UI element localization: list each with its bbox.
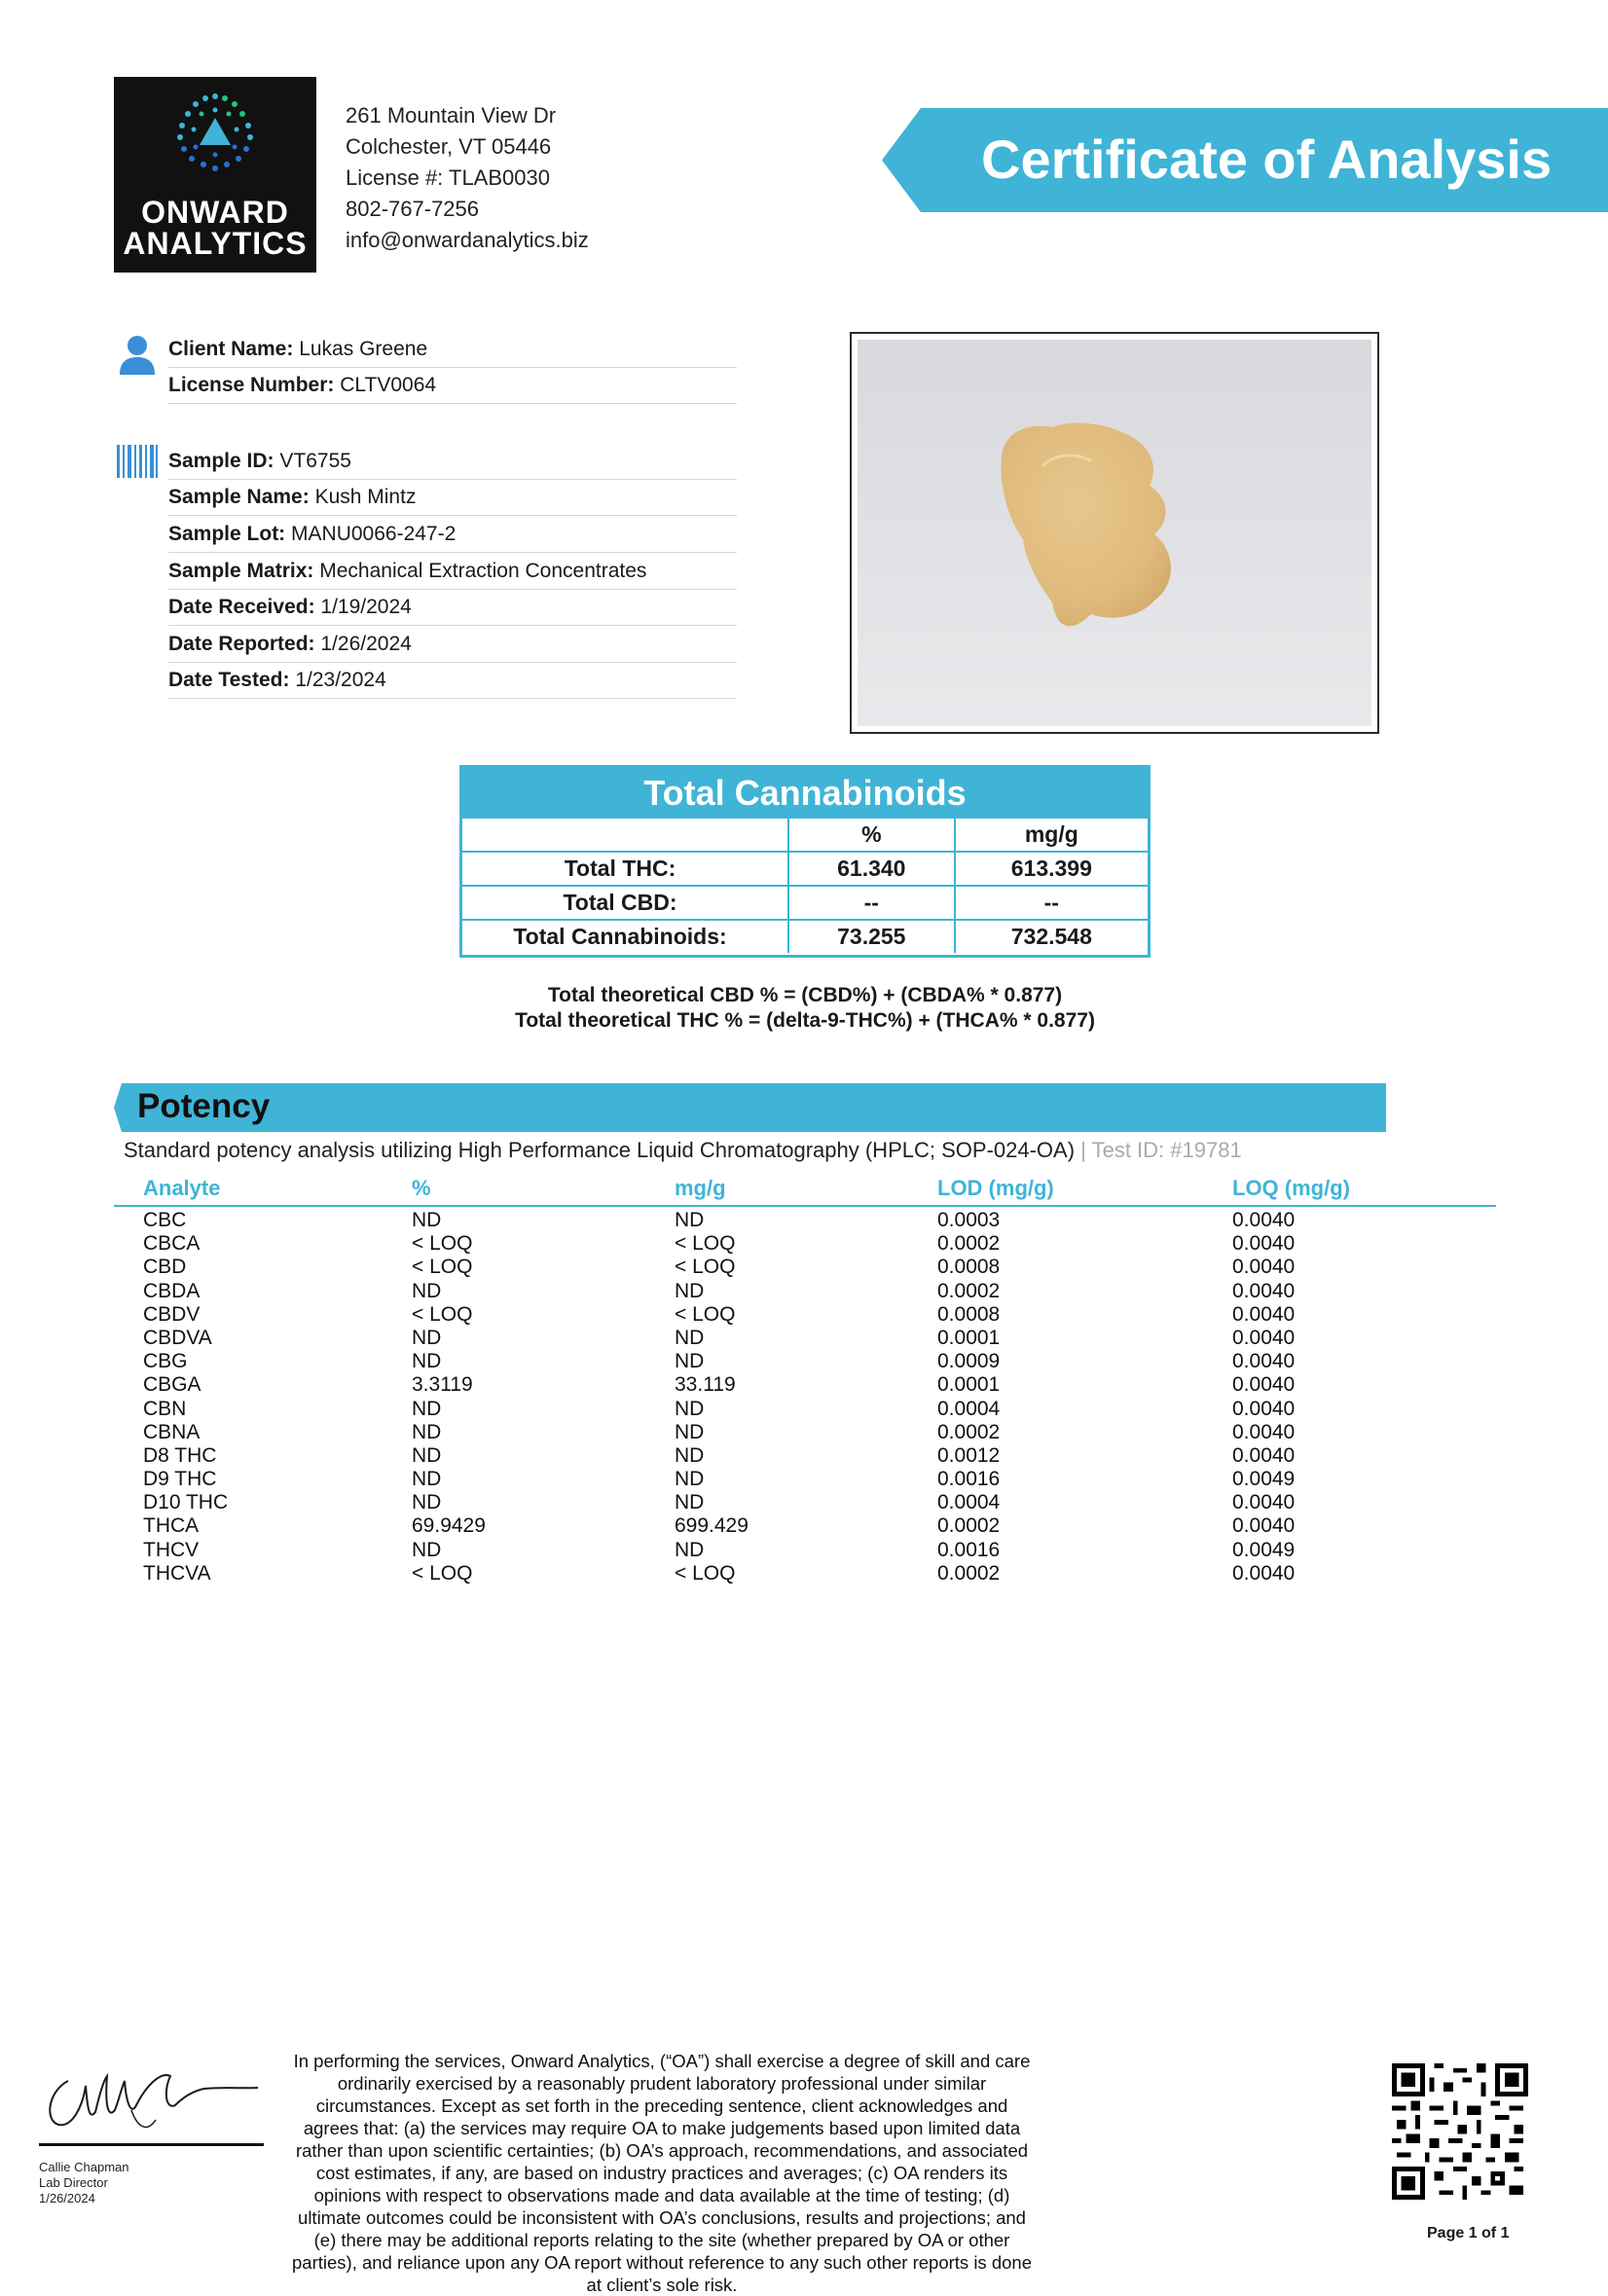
mgg-cell: ND — [675, 1209, 705, 1231]
tc-row-pct: -- — [788, 886, 955, 920]
analyte-cell: CBDA — [143, 1279, 201, 1302]
date-tested-row — [168, 662, 737, 699]
document-title: Certificate of Analysis — [981, 128, 1553, 190]
potency-title: Potency — [137, 1087, 271, 1125]
client-name-value: Lukas Greene — [299, 338, 428, 360]
analyte-cell: CBD — [143, 1256, 187, 1279]
pct-cell: ND — [412, 1350, 442, 1373]
table-row — [114, 1421, 1496, 1444]
lod-cell: 0.0016 — [937, 1538, 1001, 1561]
signer-title: Lab Director — [39, 2175, 108, 2190]
lod-cell: 0.0001 — [937, 1326, 1001, 1349]
mgg-cell: ND — [675, 1279, 705, 1302]
signature-line — [39, 2143, 264, 2146]
analyte-cell: D8 THC — [143, 1443, 217, 1467]
potency-banner — [114, 1083, 1386, 1132]
mgg-cell: < LOQ — [675, 1561, 736, 1585]
lab-phone: 802-767-7256 — [346, 197, 480, 221]
lab-license: License #: TLAB0030 — [346, 165, 550, 190]
table-row — [114, 1280, 1496, 1303]
analyte-cell: CBN — [143, 1397, 187, 1420]
table-row — [114, 1256, 1496, 1279]
loq-cell: 0.0040 — [1232, 1209, 1296, 1231]
client-license-row — [168, 367, 737, 404]
tc-row-label: Total CBD: — [462, 886, 788, 920]
mgg-cell: ND — [675, 1420, 705, 1443]
table-row — [114, 1539, 1496, 1562]
loq-cell: 0.0040 — [1232, 1326, 1296, 1349]
analyte-cell: D9 THC — [143, 1468, 217, 1491]
date-reported-label: Date Reported: — [168, 633, 315, 655]
signer-block — [39, 2160, 129, 2206]
signer-name: Callie Chapman — [39, 2160, 129, 2174]
mgg-cell: ND — [675, 1491, 705, 1514]
tc-row-thc — [462, 852, 1148, 886]
logo-line1: ONWARD — [141, 195, 289, 230]
mgg-cell: < LOQ — [675, 1232, 736, 1256]
potency-test-id: | Test ID: #19781 — [1080, 1138, 1242, 1162]
table-row — [114, 1350, 1496, 1373]
sample-name-row — [168, 479, 737, 516]
total-cannabinoids-panel — [459, 765, 1151, 958]
loq-cell: 0.0040 — [1232, 1256, 1296, 1279]
table-row — [114, 1468, 1496, 1491]
pct-cell: ND — [412, 1443, 442, 1467]
lod-cell: 0.0016 — [937, 1468, 1001, 1491]
loq-cell: 0.0040 — [1232, 1397, 1296, 1420]
legal-disclaimer: In performing the services, Onward Analytics, (“OA”) shall exercise a degree of skill and care ordinarily exercised by a reasonably prudent laboratory professional under similar circumstances. Except as set forth in the preceding sentence, client acknowledges and agrees that: (a) the services may require OA to make judgements based upon limited data rather than upon scientific certainties; (b) OA’s approach, recommendations, and associated cost estimates, if any, are based on industry practices and averages; (c) OA renders its opinions with respect to observations made and data available at the time of testing; (d) ultimate outcomes could be inconsistent with OA’s conclusions, results and projections; and (e) there may be additional reports relating to the site (whether prepared by OA or other parties), and reliance upon any OA report without reference to any such other reports is done at client’s sole risk. — [292, 2051, 1032, 2295]
lod-cell: 0.0001 — [937, 1373, 1001, 1397]
pct-cell: < LOQ — [412, 1256, 473, 1279]
analyte-cell: CBDV — [143, 1302, 201, 1326]
lod-cell: 0.0012 — [937, 1443, 1001, 1467]
header-mgg: mg/g — [675, 1176, 726, 1200]
sample-lot-label: Sample Lot: — [168, 523, 286, 545]
date-reported-row — [168, 626, 737, 663]
lod-cell: 0.0002 — [937, 1561, 1001, 1585]
sample-id-label: Sample ID: — [168, 450, 274, 472]
mgg-cell: ND — [675, 1326, 705, 1349]
date-tested-value: 1/23/2024 — [295, 669, 386, 691]
pct-cell: ND — [412, 1420, 442, 1443]
logo-line2: ANALYTICS — [123, 226, 308, 261]
certificate-banner — [882, 108, 1608, 212]
sample-photo — [850, 332, 1379, 734]
analyte-cell: THCV — [143, 1538, 200, 1561]
tc-row-pct: 61.340 — [788, 852, 955, 886]
pct-cell: < LOQ — [412, 1232, 473, 1256]
tc-row-pct: 73.255 — [788, 920, 955, 953]
pct-cell: ND — [412, 1326, 442, 1349]
barcode-icon — [117, 445, 158, 478]
sample-matrix-row — [168, 553, 737, 590]
analyte-cell: THCVA — [143, 1561, 211, 1585]
lod-cell: 0.0008 — [937, 1256, 1001, 1279]
sample-name-value: Kush Mintz — [314, 486, 417, 508]
tc-row-label: Total Cannabinoids: — [462, 920, 788, 953]
lod-cell: 0.0002 — [937, 1420, 1001, 1443]
pct-cell: 69.9429 — [412, 1514, 486, 1538]
mgg-cell: 699.429 — [675, 1514, 749, 1538]
pct-cell: ND — [412, 1491, 442, 1514]
lab-address-line1: 261 Mountain View Dr — [346, 103, 557, 128]
date-received-value: 1/19/2024 — [320, 596, 412, 618]
lab-email: info@onwardanalytics.biz — [346, 228, 589, 252]
tc-header-row — [462, 819, 1148, 852]
lod-cell: 0.0002 — [937, 1514, 1001, 1538]
lab-contact-block — [346, 100, 589, 256]
loq-cell: 0.0040 — [1232, 1373, 1296, 1397]
loq-cell: 0.0040 — [1232, 1443, 1296, 1467]
table-row — [114, 1562, 1496, 1585]
mgg-cell: ND — [675, 1468, 705, 1491]
tc-row-total — [462, 920, 1148, 953]
client-license-label: License Number: — [168, 374, 335, 396]
tc-row-label: Total THC: — [462, 852, 788, 886]
mgg-cell: ND — [675, 1350, 705, 1373]
formula-thc: Total theoretical THC % = (delta-9-THC%) + (THCA% * 0.877) — [515, 1009, 1095, 1032]
pct-cell: ND — [412, 1209, 442, 1231]
table-row — [114, 1491, 1496, 1514]
header-lod: LOD (mg/g) — [937, 1176, 1054, 1200]
table-row — [114, 1327, 1496, 1350]
potency-table-body — [114, 1209, 1496, 1585]
analyte-cell: CBCA — [143, 1232, 201, 1256]
mgg-cell: < LOQ — [675, 1302, 736, 1326]
loq-cell: 0.0040 — [1232, 1561, 1296, 1585]
tc-header-pct: % — [788, 819, 955, 852]
sample-matrix-value: Mechanical Extraction Concentrates — [319, 560, 647, 582]
total-cannabinoids-table — [462, 819, 1148, 953]
tc-header-mgg: mg/g — [955, 819, 1148, 852]
sample-lot-row — [168, 516, 737, 553]
potency-description — [124, 1138, 1242, 1163]
sample-id-value: VT6755 — [279, 450, 351, 472]
pct-cell: ND — [412, 1538, 442, 1561]
loq-cell: 0.0040 — [1232, 1302, 1296, 1326]
loq-cell: 0.0040 — [1232, 1279, 1296, 1302]
qr-code-icon[interactable] — [1392, 2063, 1528, 2200]
mgg-cell: 33.119 — [675, 1373, 736, 1397]
client-license-value: CLTV0064 — [340, 374, 437, 396]
loq-cell: 0.0040 — [1232, 1420, 1296, 1443]
table-row — [114, 1514, 1496, 1538]
logo-burst-icon — [163, 91, 268, 188]
table-row — [114, 1232, 1496, 1256]
analyte-cell: THCA — [143, 1514, 200, 1538]
analyte-cell: D10 THC — [143, 1491, 229, 1514]
table-row — [114, 1303, 1496, 1327]
client-name-label: Client Name: — [168, 338, 294, 360]
sample-name-label: Sample Name: — [168, 486, 310, 508]
lod-cell: 0.0002 — [937, 1279, 1001, 1302]
analyte-cell: CBG — [143, 1350, 188, 1373]
pct-cell: < LOQ — [412, 1302, 473, 1326]
tc-row-mgg: -- — [955, 886, 1148, 920]
signer-date: 1/26/2024 — [39, 2191, 95, 2205]
pct-cell: < LOQ — [412, 1561, 473, 1585]
lod-cell: 0.0003 — [937, 1209, 1001, 1231]
client-name-row — [168, 331, 737, 368]
date-reported-value: 1/26/2024 — [320, 633, 412, 655]
header-analyte: Analyte — [143, 1176, 221, 1200]
mgg-cell: ND — [675, 1538, 705, 1561]
sample-id-row — [168, 443, 737, 480]
lod-cell: 0.0008 — [937, 1302, 1001, 1326]
analyte-cell: CBDVA — [143, 1326, 212, 1349]
tc-row-mgg: 613.399 — [955, 852, 1148, 886]
table-row — [114, 1209, 1496, 1232]
tc-row-cbd — [462, 886, 1148, 920]
potency-table-header — [114, 1174, 1496, 1207]
lod-cell: 0.0004 — [937, 1491, 1001, 1514]
date-tested-label: Date Tested: — [168, 669, 290, 691]
lod-cell: 0.0004 — [937, 1397, 1001, 1420]
header-pct: % — [412, 1176, 431, 1200]
analyte-cell: CBNA — [143, 1420, 201, 1443]
header-loq: LOQ (mg/g) — [1232, 1176, 1350, 1200]
tc-row-mgg: 732.548 — [955, 920, 1148, 953]
loq-cell: 0.0040 — [1232, 1350, 1296, 1373]
page-number: Page 1 of 1 — [1427, 2225, 1510, 2241]
lod-cell: 0.0009 — [937, 1350, 1001, 1373]
table-row — [114, 1444, 1496, 1468]
tc-header-blank — [462, 819, 788, 852]
sample-lot-value: MANU0066-247-2 — [291, 523, 457, 545]
loq-cell: 0.0040 — [1232, 1491, 1296, 1514]
pct-cell: 3.3119 — [412, 1373, 473, 1397]
pct-cell: ND — [412, 1397, 442, 1420]
pct-cell: ND — [412, 1279, 442, 1302]
potency-method: Standard potency analysis utilizing High Performance Liquid Chromatography (HPLC; SOP-024-OA) — [124, 1138, 1076, 1162]
analyte-cell: CBC — [143, 1209, 187, 1231]
signature-image — [39, 2052, 263, 2139]
mgg-cell: ND — [675, 1443, 705, 1467]
lab-address-line2: Colchester, VT 05446 — [346, 134, 552, 159]
pct-cell: ND — [412, 1468, 442, 1491]
loq-cell: 0.0040 — [1232, 1232, 1296, 1256]
loq-cell: 0.0040 — [1232, 1514, 1296, 1538]
lod-cell: 0.0002 — [937, 1232, 1001, 1256]
analyte-cell: CBGA — [143, 1373, 201, 1397]
person-icon — [118, 334, 157, 377]
company-logo — [114, 77, 316, 273]
table-row — [114, 1398, 1496, 1421]
sample-matrix-label: Sample Matrix: — [168, 560, 314, 582]
formula-cbd: Total theoretical CBD % = (CBD%) + (CBDA% * 0.877) — [547, 984, 1063, 1006]
total-cannabinoids-title: Total Cannabinoids — [462, 768, 1148, 819]
mgg-cell: < LOQ — [675, 1256, 736, 1279]
mgg-cell: ND — [675, 1397, 705, 1420]
table-row — [114, 1373, 1496, 1397]
date-received-label: Date Received: — [168, 596, 315, 618]
date-received-row — [168, 589, 737, 626]
loq-cell: 0.0049 — [1232, 1468, 1296, 1491]
loq-cell: 0.0049 — [1232, 1538, 1296, 1561]
